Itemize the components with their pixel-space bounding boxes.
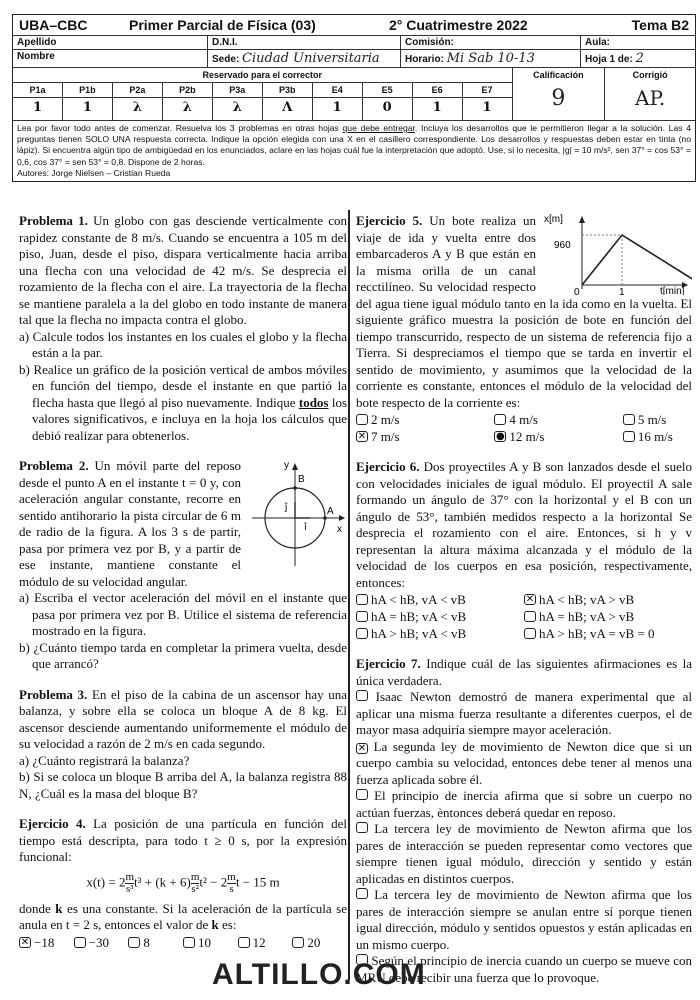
grade-item-label: E7 — [463, 83, 512, 98]
grade-item-label: P1a — [13, 83, 62, 98]
option-item[interactable] — [524, 625, 692, 642]
checkbox-icon[interactable]: ● — [495, 431, 505, 442]
x-axis-arrow-icon — [579, 216, 585, 223]
graph-y-label: x[m] — [544, 214, 563, 225]
problem-2-b: b) ¿Cuánto tiempo tarda en completar la primera vuelta, desde que arrancó? — [19, 639, 347, 671]
grade-columns — [13, 83, 512, 120]
checkbox-icon[interactable] — [183, 937, 195, 948]
option-item[interactable] — [356, 689, 692, 739]
e4-text2-mid: es una constante. Si la aceleración de la partícula se anula en t = 2 s, entonces el valor de — [19, 900, 347, 932]
checkbox-icon[interactable] — [494, 414, 506, 425]
checkbox-icon[interactable] — [356, 690, 368, 701]
checkbox-icon[interactable] — [524, 628, 536, 639]
option-label: La tercera ley de movimiento de Newton afirma que los pares de interacción siempre se anulan entre sí porque tienen igual dirección, módulo y sentidos opuestos y están aplicadas en un mismo cuerpo. — [356, 887, 692, 952]
exercise-4-options — [19, 934, 347, 951]
option-item[interactable] — [356, 608, 524, 625]
reservado-section — [13, 68, 513, 120]
option-label: −30 — [88, 934, 109, 950]
option-label: hA < hB; vA > vB — [539, 592, 635, 607]
exercise-7-text: Indique cuál de las siguientes afirmaciones es la única verdadera. — [356, 656, 692, 688]
problem-1 — [19, 213, 347, 444]
option-label: 8 — [143, 934, 150, 950]
grade-column-p3a — [213, 83, 263, 120]
option-item[interactable] — [623, 428, 692, 445]
frac-m-s3 — [125, 872, 134, 895]
grade-column-p3b — [263, 83, 313, 120]
left-column — [19, 213, 347, 965]
exercise-4-text-2 — [19, 901, 347, 934]
problem-2-text: Un móvil parte del reposo desde el punto A en el instante t = 0 y, con aceleración angular constante, recorre en sentido antihorario la pista circular de 6 m de radio de la figura. A los 3 s de partir, pasa por primera vez por B, y a partir de ese instante, mantiene constante el módulo de su velocidad angular. — [19, 458, 242, 589]
option-item[interactable] — [356, 821, 692, 887]
problem-1-title: Problema 1. — [19, 213, 88, 228]
exercise-7-options — [356, 689, 692, 986]
checkbox-icon[interactable] — [356, 628, 368, 639]
hoja-value: 2 — [635, 51, 644, 66]
right-column — [356, 213, 692, 1000]
calificacion-section — [513, 68, 606, 120]
checkbox-icon[interactable] — [356, 822, 368, 833]
grade-item-label: P3a — [213, 83, 262, 98]
grade-item-label: E4 — [313, 83, 362, 98]
formula-t1: t − 15 m — [235, 873, 280, 889]
option-item[interactable] — [356, 591, 524, 608]
instructions-underlined: que debe entregar — [342, 123, 415, 133]
option-label: 10 — [198, 934, 211, 950]
point-b-marker — [293, 486, 297, 490]
checkbox-icon[interactable] — [128, 937, 140, 948]
dni-field[interactable] — [208, 36, 401, 49]
comision-field[interactable] — [401, 36, 581, 49]
hoja-label: Hoja 1 de: — [585, 54, 633, 65]
term-label: 2° Cuatrimestre 2022 — [389, 17, 528, 33]
frac-den: s³ — [125, 882, 134, 895]
problem-2-title: Problema 2. — [19, 458, 89, 473]
e4-text2-pre: donde — [19, 900, 56, 916]
exercise-5-options — [356, 411, 692, 445]
aula-label: Aula: — [585, 37, 610, 48]
exercise-5 — [356, 213, 692, 445]
grade-item-label: P1b — [63, 83, 112, 98]
option-label: 5 m/s — [637, 412, 667, 427]
grade-item-label: P3b — [263, 83, 312, 98]
grade-column-p2b — [163, 83, 213, 120]
apellido-label: Apellido — [17, 37, 57, 48]
aula-field[interactable] — [581, 36, 695, 49]
calificacion-value: 9 — [551, 86, 566, 111]
x-axis-label: x — [337, 524, 342, 535]
problem-3-text: En el piso de la cabina de un ascensor hay una balanza, y sobre ella se coloca un bloque A de 8 kg. El ascensor desciende aumentando uniformemente el módulo de su velocidad a razón de 2 m/s en cada segundo. — [19, 686, 347, 751]
horario-value: Mi Sab 10-13 — [446, 51, 535, 66]
grade-score: λ — [232, 100, 242, 115]
instructions-row — [13, 121, 695, 181]
checkbox-icon[interactable] — [356, 594, 368, 605]
checkbox-icon[interactable] — [356, 888, 368, 899]
exercise-7-title: Ejercicio 7. — [356, 656, 421, 671]
exam-header — [12, 14, 696, 182]
grade-score: 1 — [332, 100, 342, 115]
grade-score: 1 — [432, 100, 442, 115]
sede-label: Sede: — [212, 54, 240, 65]
checkbox-icon[interactable] — [524, 611, 536, 622]
nombre-label: Nombre — [17, 51, 55, 62]
option-label: hA = hB; vA > vB — [539, 609, 635, 624]
frac-num: m — [190, 870, 200, 883]
unit-i-label: î — [304, 522, 307, 533]
point-b-label: B — [298, 474, 305, 485]
checkbox-icon[interactable] — [238, 937, 250, 948]
checkbox-icon[interactable] — [356, 789, 368, 800]
grade-score: λ — [132, 100, 142, 115]
option-label: El principio de inercia afirma que si sobre un cuerpo no actúan fuerzas, èntonces deberá quedar en reposo. — [356, 788, 692, 820]
point-a-label: A — [327, 506, 334, 517]
option-item[interactable] — [183, 934, 238, 951]
grade-item-label: P2b — [163, 83, 212, 98]
problem-2-a: a) Escriba el vector aceleración del móvil en el instante que pasa por primera vez por B. Utilice el sistema de referencia mostrado en la figura. — [19, 590, 347, 638]
y-axis-label: y — [284, 460, 289, 471]
option-label: −18 — [34, 934, 55, 950]
option-label: hA > hB; vA < vB — [371, 626, 467, 641]
frac-num: m — [227, 870, 236, 883]
exercise-4 — [19, 816, 347, 951]
exercise-6 — [356, 459, 692, 642]
grade-score: λ — [182, 100, 192, 115]
frac-den: s² — [191, 882, 199, 895]
option-label: 7 m/s — [371, 429, 400, 444]
problem-3 — [19, 687, 347, 803]
problem-2 — [19, 458, 347, 673]
option-label: 12 m/s — [509, 429, 545, 444]
option-item[interactable] — [292, 934, 347, 951]
exercise-6-options — [356, 591, 692, 642]
checkbox-checked-icon[interactable]: ✕ — [357, 431, 367, 442]
reservado-label: Reservado para el corrector — [13, 68, 512, 83]
option-item[interactable] — [356, 887, 692, 953]
option-item[interactable] — [238, 934, 293, 951]
checkbox-checked-icon[interactable]: ✕ — [357, 742, 367, 754]
circle-figure — [247, 458, 347, 570]
hoja-field[interactable] — [581, 50, 695, 67]
grade-column-e5 — [363, 83, 413, 120]
y-axis-arrow-icon — [292, 463, 298, 470]
watermark: ALTILLO.COM — [212, 958, 426, 991]
grade-score: 1 — [482, 100, 492, 115]
horario-label: Horario: — [405, 54, 444, 65]
checkbox-icon[interactable] — [74, 937, 86, 948]
exercise-5-title: Ejercicio 5. — [356, 213, 423, 228]
option-item[interactable] — [524, 591, 692, 608]
checkbox-icon[interactable] — [356, 611, 368, 622]
sede-field[interactable] — [208, 50, 401, 67]
option-label: La tercera ley de movimiento de Newton afirma que los pares de interacción se pueden representar como vectores que siempre tienen igual módulo, dirección y sentido y están aplicadas en distintos cuerpos. — [356, 821, 692, 886]
grade-item-label: E6 — [413, 83, 462, 98]
problem-1-text: Un globo con gas desciende verticalmente con rapidez constante de 8 m/s. Cuando se encuentra a 105 m del piso, Juan, desde el piso, dispara verticalmente hacia arriba una flecha con una velocidad de 42 m/s. Se desprecia el rozamiento de la flecha con el aire. La trayectoria de la flecha se mantiene paralela a la del globo en todo instante de manera tal que la flecha no impacta contra el globo. — [19, 213, 348, 327]
instructions — [13, 121, 695, 181]
checkbox-checked-icon[interactable]: ✕ — [525, 594, 535, 605]
option-item[interactable] — [356, 411, 494, 428]
formula-t3: t³ + (k + 6) — [134, 873, 191, 889]
corrigio-section — [605, 68, 695, 120]
graph-x-label: t[min] — [660, 286, 685, 295]
option-label: hA > hB; vA = vB = 0 — [539, 626, 655, 641]
e4-k: k — [211, 917, 219, 932]
grade-score: 1 — [32, 100, 42, 115]
problem-3-a: a) ¿Cuánto registrará la balanza? — [19, 752, 190, 768]
grade-column-e4 — [313, 83, 363, 120]
exercise-5-text: Un bote realiza un viaje de ida y vuelta entre dos embarcaderos A y B que están en la misma orilla de un canal recctilíneo. Su velocidad respecto del agua tiene igual módulo — [356, 213, 536, 311]
problem-1-b-bold: todos — [298, 394, 329, 410]
corrigio-label: Corrigió — [632, 70, 668, 80]
grade-score: 1 — [82, 100, 92, 115]
header-title-row — [13, 15, 695, 36]
option-label: hA < hB, vA < vB — [371, 592, 466, 607]
header-row-apellido — [13, 36, 695, 50]
exercise-5-text-2: tanto en la ida como en la vuelta. El siguiente gráfico muestra la posición de bote en función del tiempo transcurrido, respecto de un sistema de referencia fijo a Tierra. Si despreciamos el tiempo que se tarda en invertir el sentido de movimiento, y asumimos que la velocidad de la corriente es constante, entonces el módulo de la velocidad del bote respecto de la corriente es: — [356, 295, 693, 410]
university-label: UBA–CBC — [19, 17, 88, 33]
checkbox-icon[interactable] — [623, 431, 635, 442]
grade-column-e7 — [463, 83, 512, 120]
option-label: Isaac Newton demostró de manera experimental que al aplicar una misma fuerza resultante a diferentes cuerpos, el de mayor masa adquiría siempre mayor aceleración. — [356, 689, 692, 737]
problem-1-b-text-2: los valores significativos, e incluya en la hoja los cálculos que debió realizar para obtenerlos. — [32, 394, 348, 443]
problem-1-b — [19, 362, 347, 445]
option-item[interactable] — [494, 411, 622, 428]
position-line — [582, 235, 692, 285]
instructions-text-1: Lea por favor todo antes de comenzar. Resuelva los 3 problemas en otras hojas — [17, 123, 343, 133]
frac-num: m — [125, 870, 135, 883]
problem-1-b-text: b) Realice un gráfico de la posición vertical de ambos móviles en función del tiempo, desde el instante en que partió la flecha hasta que llegó al piso nuevamente. Indique — [19, 361, 347, 410]
problem-3-title: Problema 3. — [19, 686, 88, 702]
apellido-field[interactable] — [13, 36, 208, 49]
option-item[interactable] — [356, 739, 692, 789]
option-item[interactable] — [128, 934, 183, 951]
option-item[interactable] — [356, 788, 692, 821]
grade-item-label: P2a — [113, 83, 162, 98]
option-label: 12 — [252, 934, 266, 950]
option-label: La segunda ley de movimiento de Newton dice que si un cuerpo cambia su velocidad, entonces debe tener al menos una fuerza aplicada sobre él. — [356, 738, 692, 787]
x-axis-arrow-icon — [339, 515, 345, 521]
sede-value: Ciudad Universitaria — [242, 51, 380, 66]
problem-1-a: a) Calcule todos los instantes en los cuales el globo y la flecha están a la par. — [19, 328, 347, 360]
grade-score: Λ — [282, 100, 293, 115]
exercise-4-formula — [19, 872, 347, 895]
unit-j-label: ĵ — [285, 502, 288, 513]
header-grades — [13, 68, 695, 121]
exercise-6-text: Dos proyectiles A y B son lanzados desde el suelo con velocidades iniciales de igual módulo. El proyectil A sale formando un ángulo de 37° con la horizontal y el B con un ángulo de 53°, también medidos respecto a la horizontal Se desprecia el rozamiento con el aire. Entonces, si h y v representan la altura máxima alcanzada y el módulo de la velocidad de los cuerpos en esa posición, respectivamente, entonces: — [356, 459, 692, 590]
option-label: 4 m/s — [509, 412, 538, 427]
checkbox-icon[interactable] — [356, 414, 368, 425]
header-row-nombre — [13, 50, 695, 68]
option-item[interactable] — [494, 428, 622, 445]
option-item[interactable] — [623, 411, 692, 428]
exercise-6-title: Ejercicio 6. — [356, 459, 420, 474]
exercise-7 — [356, 656, 692, 986]
position-time-graph — [542, 213, 692, 295]
frac-den: s — [229, 882, 234, 895]
formula-t2: t² − 2 — [199, 873, 228, 889]
checkbox-icon[interactable] — [623, 414, 635, 425]
option-label: 16 m/s — [637, 429, 673, 444]
e4-text2-post: es: — [218, 917, 237, 932]
problem-3-b: b) Si se coloca un bloque B arriba del A, la balanza registra 88 N, ¿Cuál es la masa del bloque B? — [19, 769, 347, 801]
comision-label: Comisión: — [405, 37, 454, 48]
grade-item-label: E5 — [363, 83, 412, 98]
graph-x-tick-1: 1 — [619, 287, 625, 295]
option-label: 20 — [307, 934, 321, 950]
tema-label: Tema B2 — [631, 17, 689, 33]
grade-column-p1a — [13, 83, 63, 120]
column-divider — [348, 210, 350, 980]
checkbox-checked-icon[interactable]: ✕ — [20, 936, 30, 948]
corrigio-value: AP. — [635, 86, 666, 110]
dni-label: D.N.I. — [212, 37, 238, 48]
option-label: 2 m/s — [371, 412, 400, 427]
graph-y-tick-960: 960 — [554, 240, 571, 251]
option-item[interactable] — [524, 608, 692, 625]
formula-lhs: x(t) = 2 — [86, 873, 126, 889]
exercise-4-title: Ejercicio 4. — [19, 816, 86, 831]
calificacion-label: Calificación — [533, 70, 584, 80]
option-item[interactable] — [356, 428, 494, 445]
grade-score: 0 — [382, 100, 392, 115]
option-item[interactable] — [356, 625, 524, 642]
option-item[interactable] — [74, 934, 129, 951]
grade-column-p2a — [113, 83, 163, 120]
exam-title: Primer Parcial de Física (03) — [129, 17, 316, 33]
authors: Autores: Jorge Nielsen – Cristian Rueda — [17, 167, 171, 178]
nombre-field[interactable] — [13, 50, 208, 67]
checkbox-icon[interactable] — [292, 937, 304, 948]
option-item[interactable] — [19, 934, 74, 951]
instructions-text-2: . Incluya los desarrollos que le permitieron llegar a la solución. Las 4 preguntas tienen SOLO UNA respuesta correcta. Indique la opción elegida con una X en el casillero correspondiente. Los desarrollos y respuestas deben estar en tinta (no lápiz). Si encuentra algún tipo de ambigüedad en los enunciados, aclare en las hojas cuál fue la interpretación que adoptó. Use, si lo necesita, |g| = 10 m/s², sen 37° = cos 53° = 0,6, cos 37° = sen 53° = 0,8. Dispone de 2 horas. — [17, 123, 691, 167]
e4-k: k — [55, 900, 63, 916]
option-label: Según el principio de inercia cuando un cuerpo se mueve con MRU debe recibir una fuerza que lo provoque. — [356, 953, 693, 985]
grade-column-e6 — [413, 83, 463, 120]
horario-field[interactable] — [401, 50, 581, 67]
exercise-4-text: La posición de una partícula en función del tiempo está descripta, para todo t ≥ 0 s, por la expresión funcional: — [19, 816, 347, 864]
frac-m-s — [227, 872, 236, 895]
grade-column-p1b — [63, 83, 113, 120]
option-label: hA = hB; vA < vB — [371, 609, 467, 624]
graph-x-tick-0: 0 — [574, 287, 580, 295]
